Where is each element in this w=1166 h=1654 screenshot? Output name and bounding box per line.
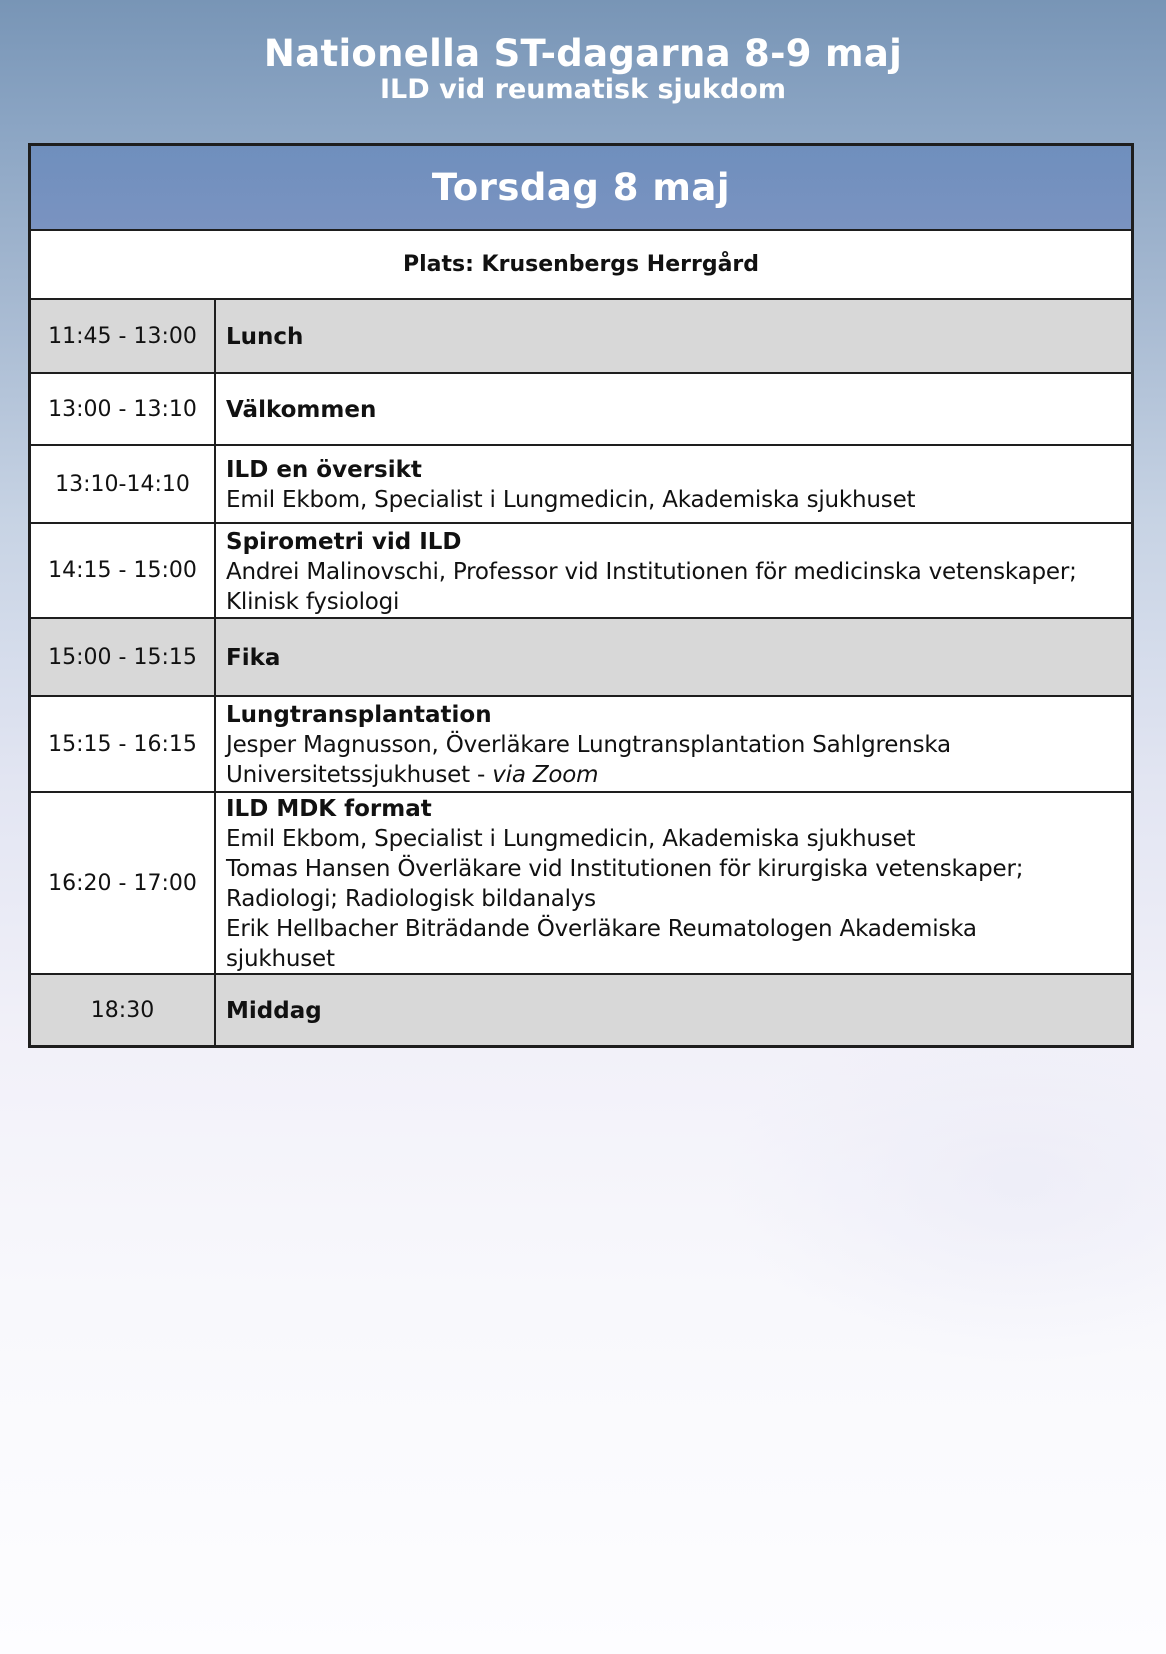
row-time: 14:15 - 15:00 xyxy=(31,524,216,617)
row-time: 15:15 - 16:15 xyxy=(31,697,216,791)
row-time: 16:20 - 17:00 xyxy=(31,793,216,973)
table-row xyxy=(31,619,1131,697)
remote-note: via Zoom xyxy=(492,762,599,788)
speaker-line: Erik Hellbacher Biträdande Överläkare Reumatologen Akademiska xyxy=(226,916,977,942)
day-heading: Torsdag 8 maj xyxy=(31,146,1131,231)
speaker-line: Radiologi; Radiologisk bildanalys xyxy=(226,886,596,912)
speaker-line: Andrei Malinovschi, Professor vid Institutionen för medicinska vetenskaper; xyxy=(226,558,1077,585)
speaker-line: Jesper Magnusson, Överläkare Lungtransplantation Sahlgrenska xyxy=(226,732,951,758)
schedule-table xyxy=(28,143,1134,1048)
page-title: Nationella ST-dagarna 8-9 maj xyxy=(263,32,903,75)
row-content xyxy=(216,374,1131,444)
row-time: 15:00 - 15:15 xyxy=(31,619,216,695)
row-title: Lunch xyxy=(226,324,304,350)
row-time: 13:00 - 13:10 xyxy=(31,374,216,444)
row-time: 13:10-14:10 xyxy=(31,446,216,522)
row-content xyxy=(216,300,1131,372)
row-title: Middag xyxy=(226,998,322,1024)
row-title: ILD en översikt xyxy=(226,457,422,483)
row-title: ILD MDK format xyxy=(226,796,432,822)
row-time: 18:30 xyxy=(31,975,216,1045)
table-row xyxy=(31,300,1131,374)
table-row xyxy=(31,975,1131,1045)
row-content xyxy=(216,975,1131,1045)
row-content xyxy=(216,524,1131,617)
row-title: Fika xyxy=(226,645,281,671)
page-header xyxy=(0,30,1166,108)
table-row xyxy=(31,524,1131,619)
speaker-line: sjukhuset xyxy=(226,946,335,972)
table-row xyxy=(31,446,1131,524)
table-row xyxy=(31,793,1131,975)
speaker-line: Tomas Hansen Överläkare vid Institutionen för kirurgiska vetenskaper; xyxy=(226,856,1024,882)
speaker-affiliation: Universitetssjukhuset - xyxy=(226,762,493,788)
row-content xyxy=(216,793,1131,973)
speaker-line: Emil Ekbom, Specialist i Lungmedicin, Akademiska sjukhuset xyxy=(226,826,916,852)
table-row xyxy=(31,697,1131,793)
row-content xyxy=(216,697,1131,791)
page-subtitle: ILD vid reumatisk sjukdom xyxy=(380,74,786,105)
row-title: Spirometri vid ILD xyxy=(226,528,462,555)
row-title: Välkommen xyxy=(226,397,377,423)
venue-label: Plats: Krusenbergs Herrgård xyxy=(31,231,1131,300)
table-row xyxy=(31,374,1131,446)
row-content xyxy=(216,619,1131,695)
row-content xyxy=(216,446,1131,522)
row-title: Lungtransplantation xyxy=(226,702,492,728)
speaker-line: Klinisk fysiologi xyxy=(226,588,400,615)
speaker-line: Emil Ekbom, Specialist i Lungmedicin, Akademiska sjukhuset xyxy=(226,487,916,513)
row-time: 11:45 - 13:00 xyxy=(31,300,216,372)
speaker-line xyxy=(226,760,1121,790)
